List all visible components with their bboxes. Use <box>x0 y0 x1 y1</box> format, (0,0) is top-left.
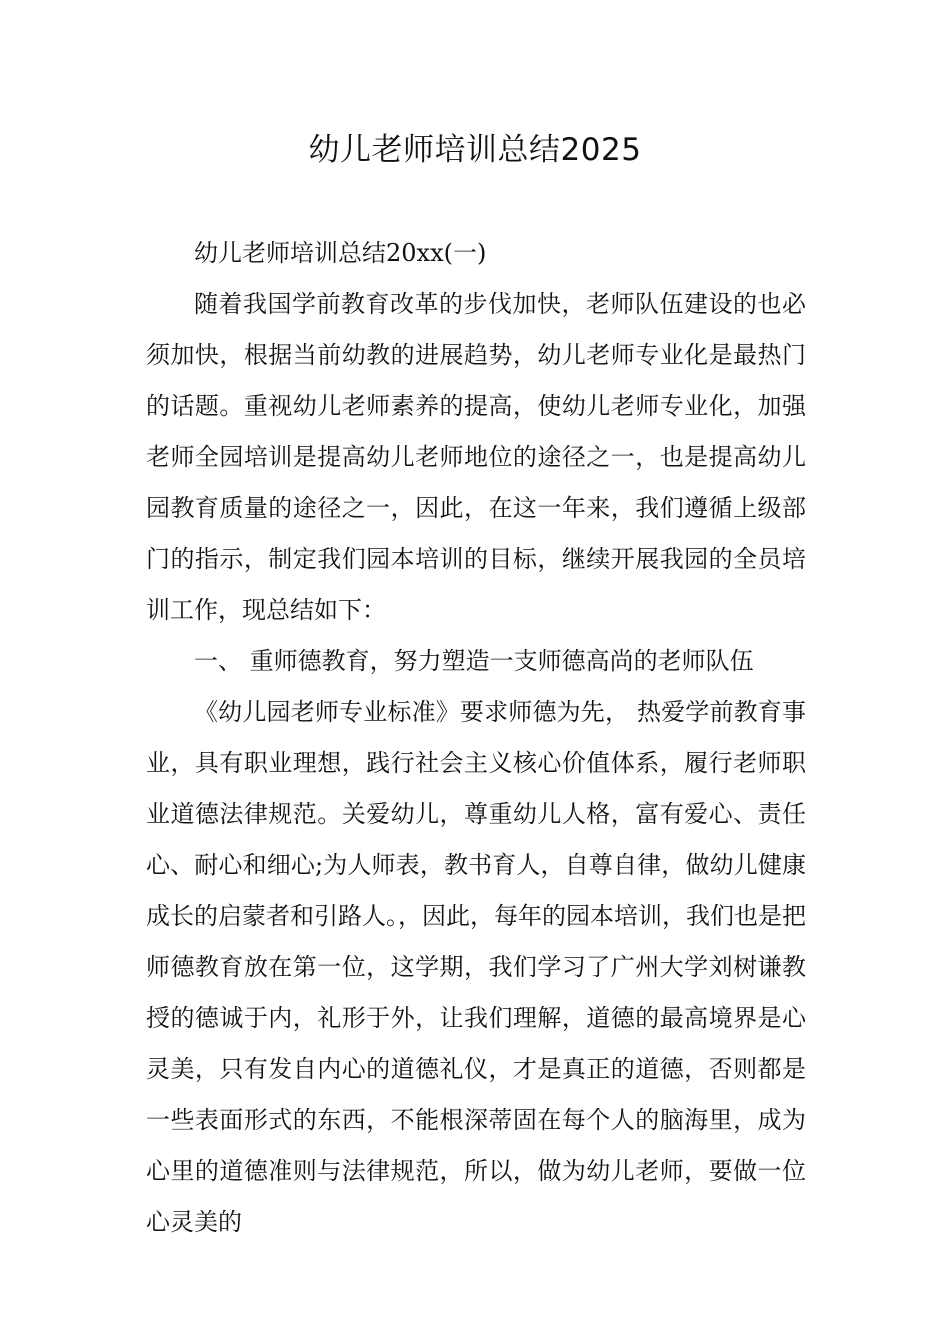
paragraph-subtitle: 幼儿老师培训总结20xx(一) <box>194 239 487 267</box>
document-title: 幼儿老师培训总结2025 <box>308 132 642 168</box>
paragraph-intro: 随着我国学前教育改革的步伐加快，老师队伍建设的也必须加快，根据当前幼教的进展趋势，幼儿老师专业化是最热门的话题。重视幼儿老师素养的提高，使幼儿老师专业化，加强老师全园培训是提高幼儿老师地位的途径之一，也是提高幼儿园教育质量的途径之一，因此，在这一年来，我们遵循上级部门的指示，制定我们园本培训的目标，继续开展我园的全员培训工作，现总结如下： <box>146 290 806 624</box>
paragraph-ethics: 《幼儿园老师专业标准》要求师德为先， 热爱学前教育事业，具有职业理想，践行社会主义核心价值体系，履行老师职业道德法律规范。关爱幼儿，尊重幼儿人格，富有爱心、责任心、耐心和细心;为人师表，教书育人，自尊自律，做幼儿健康成长的启蒙者和引路人。，因此，每年的园本培训，我们也是把师德教育放在第一位，这学期，我们学习了广州大学刘树谦教授的德诚于内，礼形于外，让我们理解，道德的最高境界是心灵美，只有发自内心的道德礼仪，才是真正的道德，否则都是一些表面形式的东西，不能根深蒂固在每个人的脑海里，成为心里的道德准则与法律规范，所以，做为幼儿老师，要做一位心灵美的 <box>146 698 806 1236</box>
paragraph-section-heading: 一、 重师德教育，努力塑造一支师德高尚的老师队伍 <box>194 647 754 675</box>
document-body <box>146 228 806 1248</box>
